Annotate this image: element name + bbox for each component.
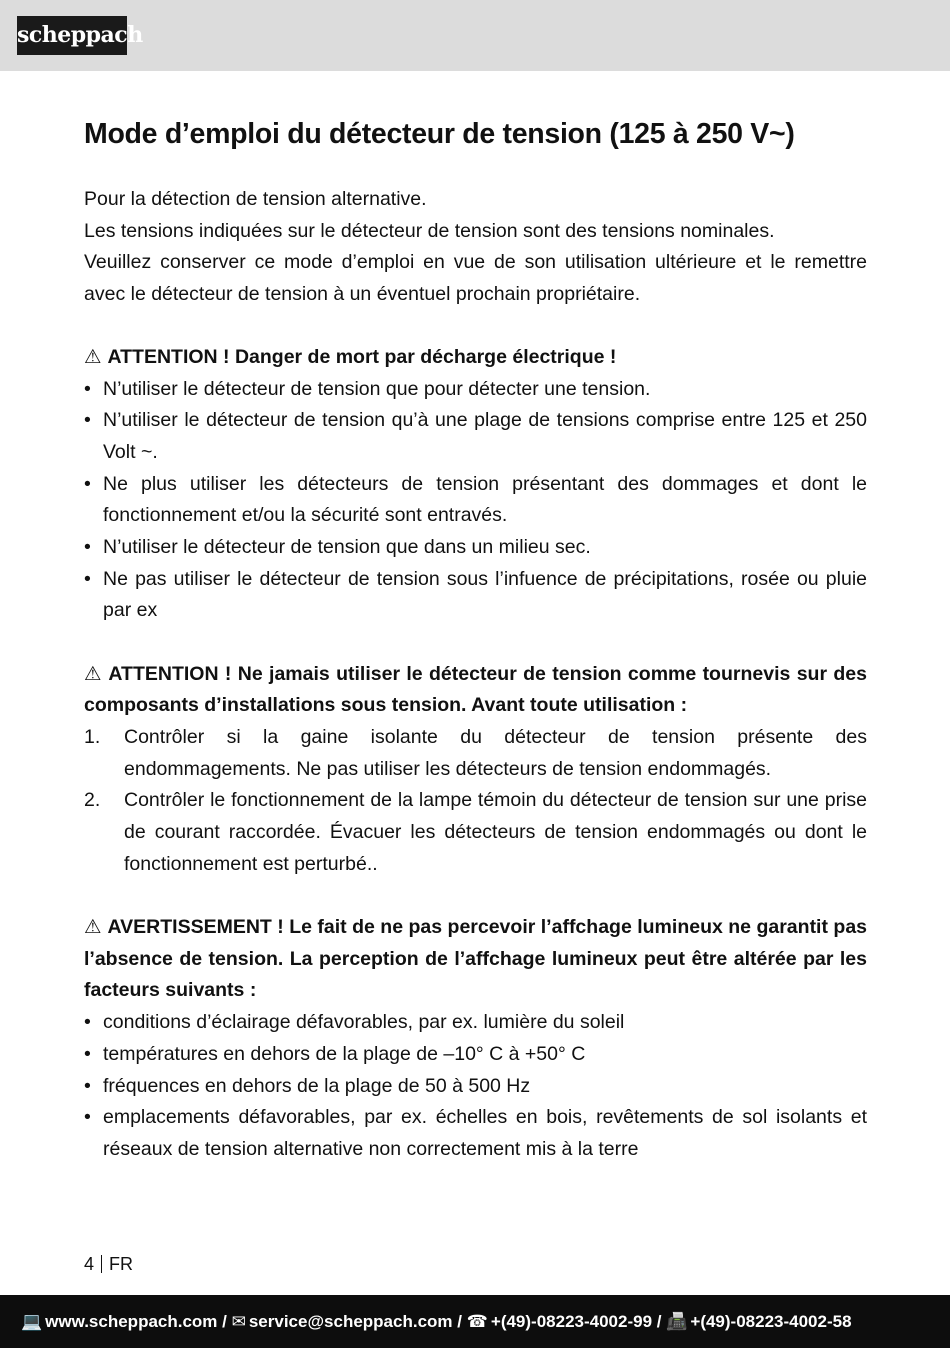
- page-divider: [101, 1255, 102, 1273]
- scheppach-logo: scheppach: [17, 16, 127, 55]
- fax-icon: 📠: [666, 1312, 688, 1331]
- list-item: • N’utiliser le détecteur de tension que pour détecter une tension.: [84, 374, 867, 406]
- list-item: • N’utiliser le détecteur de tension qu’à une plage de tensions comprise entre 125 et 250 Volt ~.: [84, 405, 867, 468]
- item-number: 2.: [84, 789, 101, 812]
- footer-email-link[interactable]: service@scheppach.com: [248, 1312, 453, 1331]
- numbered-item: [84, 785, 867, 880]
- bullet-list: [84, 1007, 867, 1166]
- intro-block: [84, 184, 867, 311]
- item-text: Contrôler le fonctionnement de la lampe témoin du détecteur de tension sur une prise de courant raccordée. Évacuer les détecteurs de tension endommagés ou dont le fonctionnement est perturbé..: [124, 789, 867, 875]
- list-item: • N’utiliser le détecteur de tension que dans un milieu sec.: [84, 532, 867, 564]
- bullet-list: [84, 374, 867, 628]
- phone-icon: ☎: [466, 1312, 488, 1331]
- warning-triangle-icon: ⚠: [84, 345, 102, 368]
- numbered-list: [84, 722, 867, 881]
- section-screwdriver: [84, 659, 867, 881]
- item-number: 1.: [84, 726, 101, 749]
- computer-icon: 💻: [21, 1312, 43, 1331]
- page-language: FR: [109, 1254, 134, 1274]
- list-item: • Ne plus utiliser les détecteurs de tension présentant des dommages et dont le fonctionnement et/ou la sécurité sont entravés.: [84, 469, 867, 532]
- warning-heading: [84, 912, 867, 1007]
- footer-separator: /: [217, 1312, 232, 1331]
- numbered-item: [84, 722, 867, 785]
- intro-line: Veuillez conserver ce mode d’emploi en vue de son utilisation ultérieure et le remettre avec le détecteur de tension à un éventuel prochain propriétaire.: [84, 251, 867, 306]
- footer-contact: [21, 1295, 852, 1348]
- footer-fax: +(49)-08223-4002-58: [690, 1312, 852, 1331]
- section-warning: [84, 912, 867, 1166]
- warning-heading: [84, 659, 867, 722]
- warning-heading-text: ATTENTION ! Ne jamais utiliser le détecteur de tension comme tournevis sur des composants d’installations sous tension. Avant toute utilisation :: [84, 662, 867, 717]
- list-item: • conditions d’éclairage défavorables, par ex. lumière du soleil: [84, 1007, 867, 1039]
- footer-separator: /: [452, 1312, 467, 1331]
- page-title: Mode d’emploi du détecteur de tension (125 à 250 V~): [84, 118, 795, 150]
- intro-line: Pour la détection de tension alternative.: [84, 188, 427, 210]
- list-item: • emplacements défavorables, par ex. échelles en bois, revêtements de sol isolants et réseaux de tension alternative non correctement mis à la terre: [84, 1102, 867, 1165]
- mail-icon: ✉: [231, 1312, 246, 1331]
- page-number-value: 4: [84, 1254, 95, 1274]
- warning-heading-text: ATTENTION ! Danger de mort par décharge électrique !: [107, 345, 617, 368]
- list-item: • températures en dehors de la plage de –10° C à +50° C: [84, 1039, 867, 1071]
- warning-heading: [84, 342, 867, 374]
- warning-triangle-icon: ⚠: [84, 916, 102, 939]
- header-band: [0, 0, 950, 71]
- intro-line: Les tensions indiquées sur le détecteur de tension sont des tensions nominales.: [84, 219, 775, 242]
- footer-phone: +(49)-08223-4002-99: [490, 1312, 653, 1331]
- footer-website-link[interactable]: www.scheppach.com: [45, 1312, 218, 1331]
- item-text: Contrôler si la gaine isolante du détecteur de tension présente des endommagements. Ne pas utiliser les détecteurs de tension endommagés.: [124, 726, 867, 780]
- page-number: [84, 1252, 133, 1276]
- warning-heading-text: AVERTISSEMENT ! Le fait de ne pas percevoir l’affchage lumineux ne garantit pas l’absence de tension. La perception de l’affchage lumineux peut être altérée par les facteurs suivants :: [84, 916, 868, 1002]
- section-danger: [84, 342, 867, 627]
- list-item: • fréquences en dehors de la plage de 50 à 500 Hz: [84, 1071, 867, 1103]
- footer-bar: [0, 1295, 950, 1348]
- document-body: [84, 110, 867, 1197]
- list-item: • Ne pas utiliser le détecteur de tension sous l’infuence de précipitations, rosée ou pluie par ex: [84, 564, 867, 627]
- warning-triangle-icon: ⚠: [84, 662, 103, 685]
- footer-separator: /: [652, 1312, 667, 1331]
